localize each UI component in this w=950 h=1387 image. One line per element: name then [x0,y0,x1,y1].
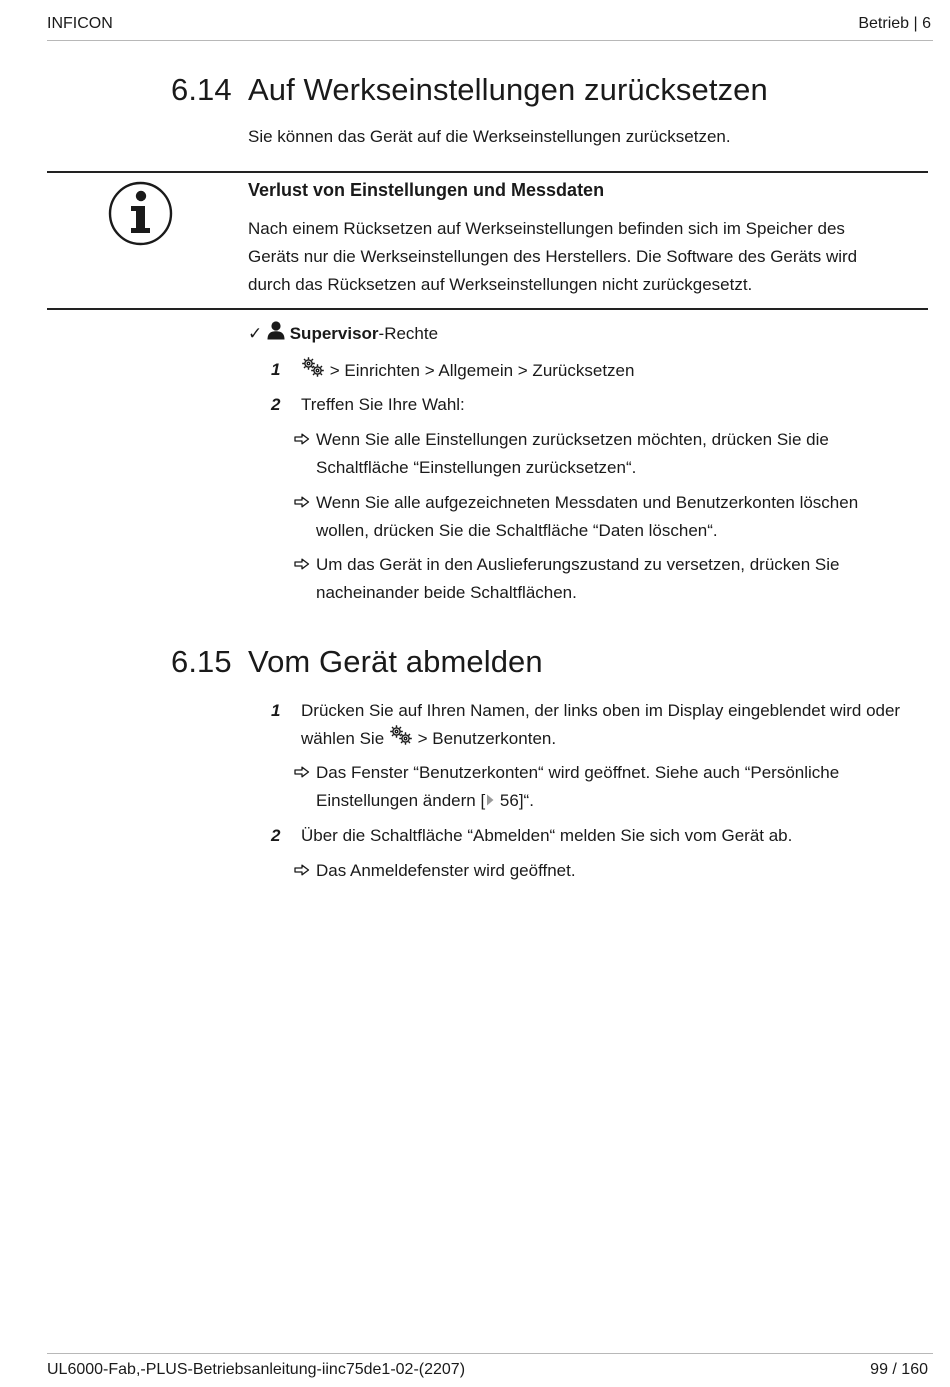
page-footer [47,1353,933,1378]
result-arrow-icon [294,558,310,570]
prerequisite [248,320,438,348]
section-title: Vom Gerät abmelden [248,644,543,679]
step-number: 1 [271,360,281,379]
result-line: Wenn Sie alle Einstellungen zurücksetzen möchten, drücken Sie die [316,430,829,449]
step-text [301,356,634,385]
result-line: Das Fenster “Benutzerkonten“ wird geöffnet. Siehe auch “Persönliche [316,763,840,782]
role-suffix: -Rechte [378,324,439,343]
result-line [316,787,534,815]
step-number: 2 [271,826,281,845]
header-chapter: Betrieb | 6 [858,15,931,32]
note-bottom-rule [47,308,928,310]
step-text-part: > Benutzerkonten. [412,729,557,748]
result-line: Wenn Sie alle aufgezeichneten Messdaten und Benutzerkonten löschen [316,493,859,512]
check-icon: ✓ [248,324,263,343]
result-line: wollen, drücken Sie die Schaltfläche “Daten löschen“. [316,521,718,540]
step-path: > Einrichten > Allgemein > Zurücksetzen [325,361,635,380]
role-name: Supervisor [289,324,379,343]
step-text: Über die Schaltfläche “Abmelden“ melden Sie sich vom Gerät ab. [301,826,793,845]
section-title: Auf Werkseinstellungen zurücksetzen [248,72,768,107]
page-reference-icon[interactable] [485,793,495,807]
section-intro: Sie können das Gerät auf die Werkseinstellungen zurücksetzen. [248,127,731,146]
note-line: Geräts nur die Werkseinstellungen des Herstellers. Die Software des Geräts wird [248,247,858,266]
section-number: 6.15 [171,644,232,679]
note-top-rule [47,171,928,173]
result-line: Um das Gerät in den Auslieferungszustand zu versetzen, drücken Sie [316,555,840,574]
result-arrow-icon [294,433,310,445]
section-heading-6-15 [171,644,543,680]
result-line: Das Anmeldefenster wird geöffnet. [316,861,576,880]
result-arrow-icon [294,496,310,508]
result-line: nacheinander beide Schaltflächen. [316,583,577,602]
user-icon [267,321,285,340]
step-number: 1 [271,701,281,720]
header-brand: INFICON [47,15,113,32]
page-reference-link[interactable]: 56]“. [495,791,534,810]
section-heading-6-14 [171,72,768,108]
section-number: 6.14 [171,72,232,107]
step-text: Drücken Sie auf Ihren Namen, der links oben im Display eingeblendet wird oder [301,701,901,720]
result-arrow-icon [294,864,310,876]
document-id: UL6000-Fab,-PLUS-Betriebsanleitung-iinc75de1-02-(2207) [47,1361,466,1378]
settings-gear-icon [389,724,413,746]
step-text: Treffen Sie Ihre Wahl: [301,395,465,414]
settings-gear-icon [301,356,325,378]
note-title: Verlust von Einstellungen und Messdaten [248,180,605,200]
note-line: durch das Rücksetzen auf Werkseinstellungen nicht zurückgesetzt. [248,275,753,294]
page-header [47,13,933,41]
result-line: Schaltfläche “Einstellungen zurücksetzen“. [316,458,637,477]
result-arrow-icon [294,766,310,778]
info-icon [108,181,173,246]
step-text-part: wählen Sie [301,729,389,748]
page-number: 99 / 160 [870,1361,928,1378]
step-number: 2 [271,395,281,414]
step-text [301,724,556,753]
note-line: Nach einem Rücksetzen auf Werkseinstellungen befinden sich im Speicher des [248,219,845,238]
result-text-part: Einstellungen ändern [ [316,791,486,810]
